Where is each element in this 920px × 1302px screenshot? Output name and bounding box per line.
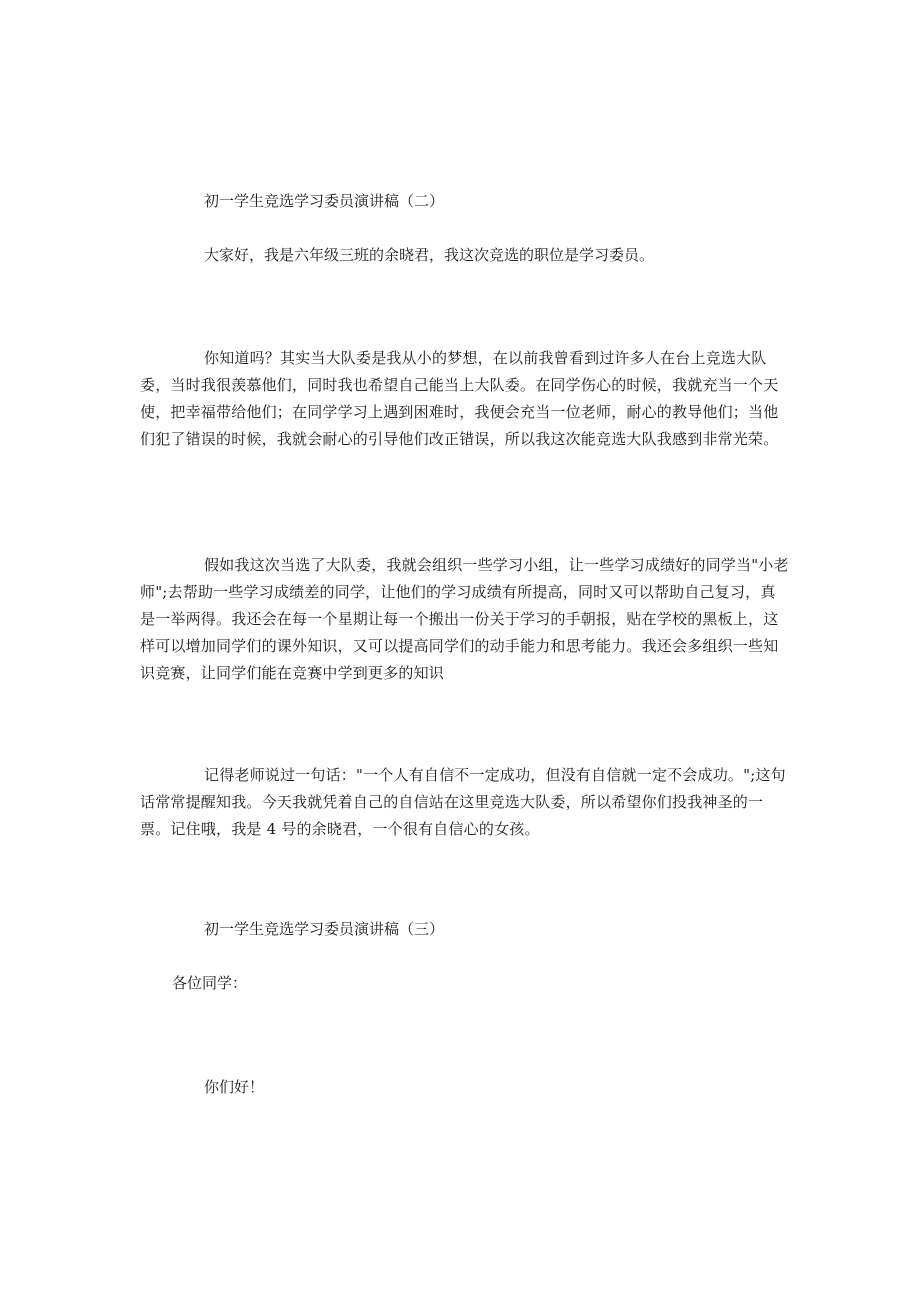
- body-paragraph-2: 假如我这次当选了大队委，我就会组织一些学习小组，让一些学习成绩好的同学当"小老师";去帮助一些学习成绩差的同学，让他们的学习成绩有所提高，同时又可以帮助自己复习，真是一举两得。我还会在每一个星期让每一个搬出一份关于学习的手朝报，贴在学校的黑板上，这样可以增加同学们的课外知识，又可以提高同学们的动手能力和思考能力。我还会多组织一些知识竞赛，让同学们能在竞赛中学到更多的知识: [140, 556, 789, 682]
- intro-paragraph: 大家好，我是六年级三班的余晓君，我这次竞选的职位是学习委员。: [204, 246, 655, 264]
- section-heading-2: 初一学生竞选学习委员演讲稿（二）: [204, 192, 445, 210]
- section-heading-3: 初一学生竞选学习委员演讲稿（三）: [204, 920, 445, 938]
- body-paragraph-3: 记得老师说过一句话："一个人有自信不一定成功，但没有自信就一定不会成功。";这句话常常提醒知我。今天我就凭着自己的自信站在这里竞选大队委，所以希望你们投我神圣的一票。记住哦，我是 4 号的余晓君，一个很有自信心的女孩。: [140, 766, 786, 838]
- body-paragraph-1: 你知道吗？其实当大队委是我从小的梦想，在以前我曾看到过许多人在台上竞选大队委，当时我很羡慕他们，同时我也希望自己能当上大队委。在同学伤心的时候，我就充当一个天使，把幸福带给他们；在同学学习上遇到困难时，我便会充当一位老师，耐心的教导他们；当他们犯了错误的时候，我就会耐心的引导他们改正错误，所以我这次能竞选大队我感到非常光荣。: [140, 349, 779, 448]
- greeting: 你们好！: [204, 1078, 265, 1096]
- salutation: 各位同学：: [172, 974, 248, 992]
